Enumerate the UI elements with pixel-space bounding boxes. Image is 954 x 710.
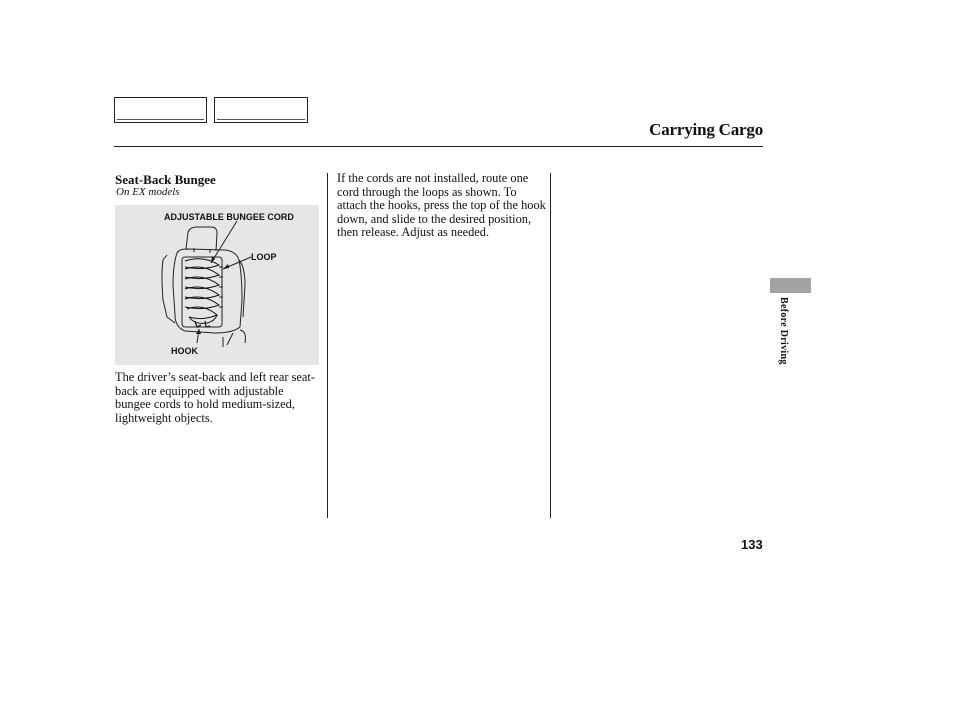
nav-box-next[interactable] bbox=[214, 97, 308, 123]
column-divider-left bbox=[327, 173, 328, 518]
column-divider-right bbox=[550, 173, 551, 518]
label-hook: HOOK bbox=[171, 346, 198, 356]
label-adjustable-bungee-cord: ADJUSTABLE BUNGEE CORD bbox=[164, 212, 294, 222]
seat-back-bungee-figure bbox=[115, 205, 319, 365]
model-note: On EX models bbox=[116, 186, 180, 198]
page-number: 133 bbox=[741, 537, 763, 552]
side-tab-marker bbox=[770, 278, 811, 293]
middle-body-text: If the cords are not installed, route one cord through the loops as shown. To attach the hooks, press the top of the hook down, and slide to the desired position, then release. Adjust as needed. bbox=[337, 171, 546, 239]
label-loop: LOOP bbox=[251, 252, 277, 262]
subheading: Seat-Back Bungee bbox=[115, 172, 216, 187]
section-title: Carrying Cargo bbox=[649, 120, 763, 139]
nav-box-previous[interactable] bbox=[114, 97, 207, 123]
seat-back-illustration bbox=[115, 205, 319, 365]
header-rule bbox=[114, 146, 763, 147]
left-body-text: The driver’s seat-back and left rear seat-back are equipped with adjustable bungee cords to hold medium-sized, lightweight objects. bbox=[115, 370, 315, 425]
side-tab-label: Before Driving bbox=[778, 297, 789, 365]
